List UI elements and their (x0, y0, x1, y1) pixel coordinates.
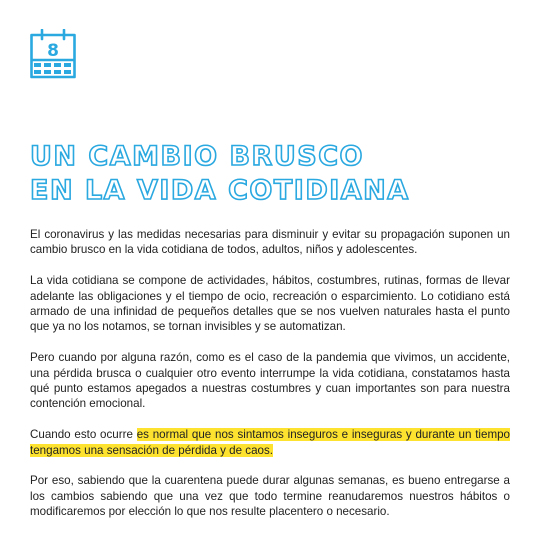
highlighted-text: es normal que nos sintamos inseguros e inseguras y durante un tiempo tengamos una sensación de pérdida y de caos. (30, 428, 510, 457)
title-line-1: UN CAMBIO BRUSCO (30, 141, 364, 172)
paragraph-1: El coronavirus y las medidas necesarias para disminuir y evitar su propagación suponen un cambio brusco en la vida cotidiana de todos, adultos, niños y adolescentes. (30, 228, 510, 257)
calendar-day-number: 8 (47, 41, 59, 61)
paragraph-2: La vida cotidiana se compone de actividades, hábitos, costumbres, rutinas, formas de llevar adelante las obligaciones y el tiempo de ocio, recreación o esparcimiento. Lo cotidiano está armado de una infinidad de pequeños detalles que se nos vuelven naturales hasta el punto que ya no los notamos, se tornan invisibles y se automatizan. (30, 274, 510, 334)
paragraph-3: Pero cuando por alguna razón, como es el caso de la pandemia que vivimos, un accidente, una pérdida brusca o cualquier otro evento interrumpe la vida cotidiana, constatamos hasta qué punto estamos apegados a nuestras costumbres y cuan importantes son para nuestra contención emocional. (30, 351, 510, 411)
title-line-2: EN LA VIDA COTIDIANA (30, 175, 410, 206)
article-body (30, 227, 510, 535)
paragraph-4-lead: Cuando esto ocurre (30, 428, 137, 442)
paragraph-5: Por eso, sabiendo que la cuarentena puede durar algunas semanas, es bueno entregarse a los cambios sabiendo que una vez que todo termine reanudaremos nuestros hábitos o modificaremos por elección lo que nos resulte placentero o necesario. (30, 474, 510, 519)
page-title (30, 140, 520, 208)
calendar-icon (30, 29, 76, 79)
paragraph-4 (30, 427, 510, 458)
